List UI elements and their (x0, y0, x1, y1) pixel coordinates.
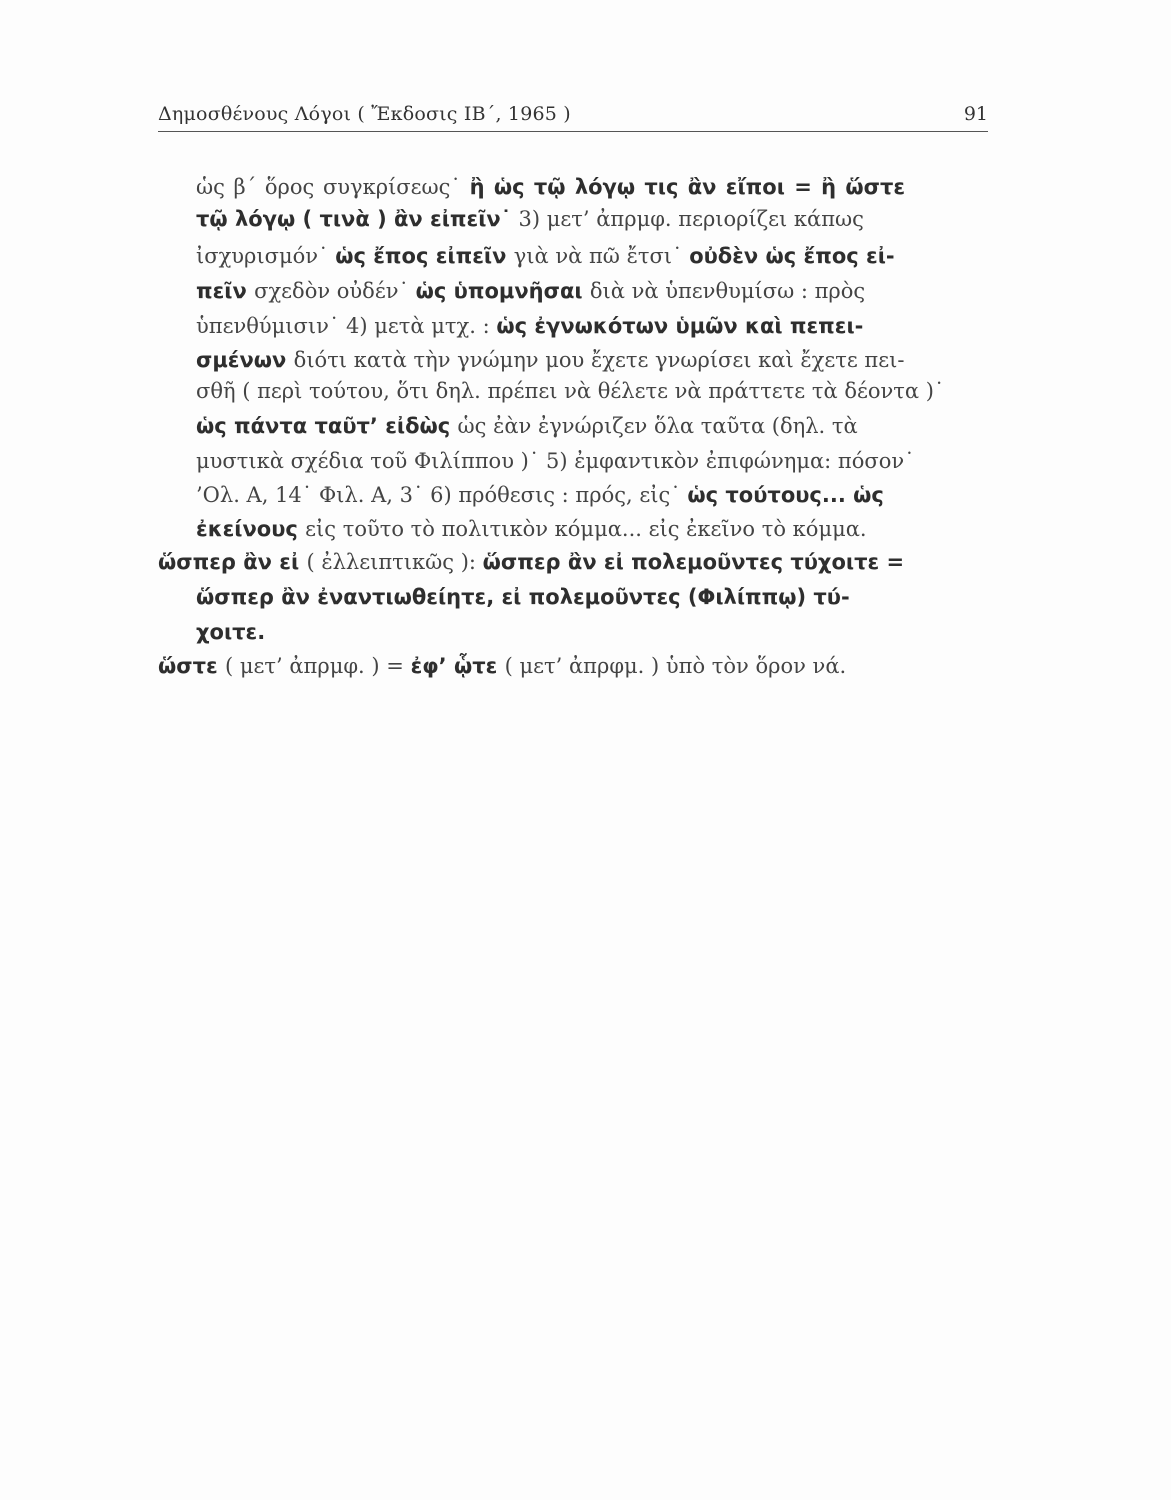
bold-phrase: ὥσπερ ἂν ἐναντιωθείητε, εἰ πολεμοῦντες (Φιλίππῳ) τύ- (196, 585, 850, 609)
text-segment: ὑπενθύμισιν˙ 4) μετὰ μτχ. : (196, 314, 497, 338)
text-segment: ( μετ’ ἀπρμφ. ) = (225, 654, 411, 678)
text-segment: ( ἐλλειπτικῶς ): (306, 550, 483, 574)
text-line (158, 651, 846, 681)
bold-phrase: ἐκείνους (196, 517, 306, 541)
text-segment: ὡς ἐὰν ἐγνώριζεν ὅλα ταῦτα (δηλ. τὰ (457, 414, 858, 438)
text-line (196, 204, 864, 234)
text-line (196, 172, 905, 202)
bold-phrase: ὡς ἔπος εἰπεῖν (335, 244, 514, 268)
bold-phrase: ὡς πάντα ταῦτ’ εἰδὼς (196, 414, 458, 438)
text-segment: 3) μετ’ ἀπρμφ. περιορίζει κάπως (518, 207, 864, 231)
text-segment: ’Ολ. Α, 14˙ Φιλ. Α, 3˙ 6) πρόθεσις : πρός, εἰς˙ (196, 483, 688, 507)
text-segment: ἰσχυρισμόν˙ (196, 244, 336, 268)
text-segment: σθῆ ( περὶ τούτου, ὅτι δηλ. πρέπει νὰ θέλετε νὰ πράττετε τὰ δέοντα )˙ (196, 379, 945, 403)
bold-phrase: ὥσπερ ἂν εἰ (158, 550, 307, 574)
bold-phrase: ὡς ἐγνωκότων ὑμῶν καὶ πεπει- (496, 314, 864, 338)
text-segment: ( μετ’ ἀπρφμ. ) ὑπὸ τὸν ὅρον νά. (504, 654, 847, 678)
text-line (196, 345, 904, 375)
text-line (196, 582, 850, 612)
text-line (158, 547, 904, 577)
text-line (196, 480, 884, 510)
text-segment: μυστικὰ σχέδια τοῦ Φιλίππου )˙ 5) ἐμφαντικὸν ἐπιφώνημα: πόσον˙ (196, 449, 915, 473)
text-segment: σχεδὸν οὐδέν˙ (254, 279, 416, 303)
bold-phrase: ὥσπερ ἂν εἰ πολεμοῦντες τύχοιτε = (482, 550, 905, 574)
bold-phrase: ὡς ὑπομνῆσαι (415, 279, 590, 303)
bold-phrase: πεῖν (196, 279, 255, 303)
header-title: Δημοσθένους Λόγοι ( Ἔκδοσις ΙΒ΄, 1965 ) (158, 103, 571, 125)
bold-phrase: σμένων (196, 348, 294, 372)
text-line (196, 617, 265, 647)
bold-phrase: χοιτε. (196, 620, 266, 644)
text-segment: διὰ νὰ ὑπενθυμίσω : πρὸς (589, 279, 866, 303)
bold-phrase: ἐφ’ ᾧτε (410, 654, 505, 678)
text-line (196, 311, 863, 341)
bold-phrase: ὡς τούτους... ὡς (687, 483, 884, 507)
bold-phrase: οὐδὲν ὡς ἔπος εἰ- (689, 244, 895, 268)
text-line (196, 241, 895, 271)
text-segment: γιὰ νὰ πῶ ἔτσι˙ (513, 244, 690, 268)
text-segment: εἰς τοῦτο τὸ πολιτικὸν κόμμα... εἰς ἐκεῖνο τὸ κόμμα. (305, 517, 867, 541)
page-number: 91 (963, 103, 988, 125)
text-line (196, 276, 865, 306)
text-line (196, 376, 944, 406)
bold-phrase: ὥστε (158, 654, 226, 678)
bold-phrase: τῷ λόγῳ ( τινὰ ) ἂν εἰπεῖν˙ (196, 207, 519, 231)
text-line (196, 446, 915, 476)
text-segment: διότι κατὰ τὴν γνώμην μου ἔχετε γνωρίσει καὶ ἔχετε πει- (293, 348, 905, 372)
text-segment: ὡς β΄ ὅρος συγκρίσεως˙ (196, 175, 470, 199)
bold-phrase: ἢ ὡς τῷ λόγῳ τις ἂν εἴποι = ἢ ὥστε (469, 175, 906, 199)
running-header (158, 101, 988, 132)
text-line (196, 411, 858, 441)
text-line (196, 514, 867, 544)
